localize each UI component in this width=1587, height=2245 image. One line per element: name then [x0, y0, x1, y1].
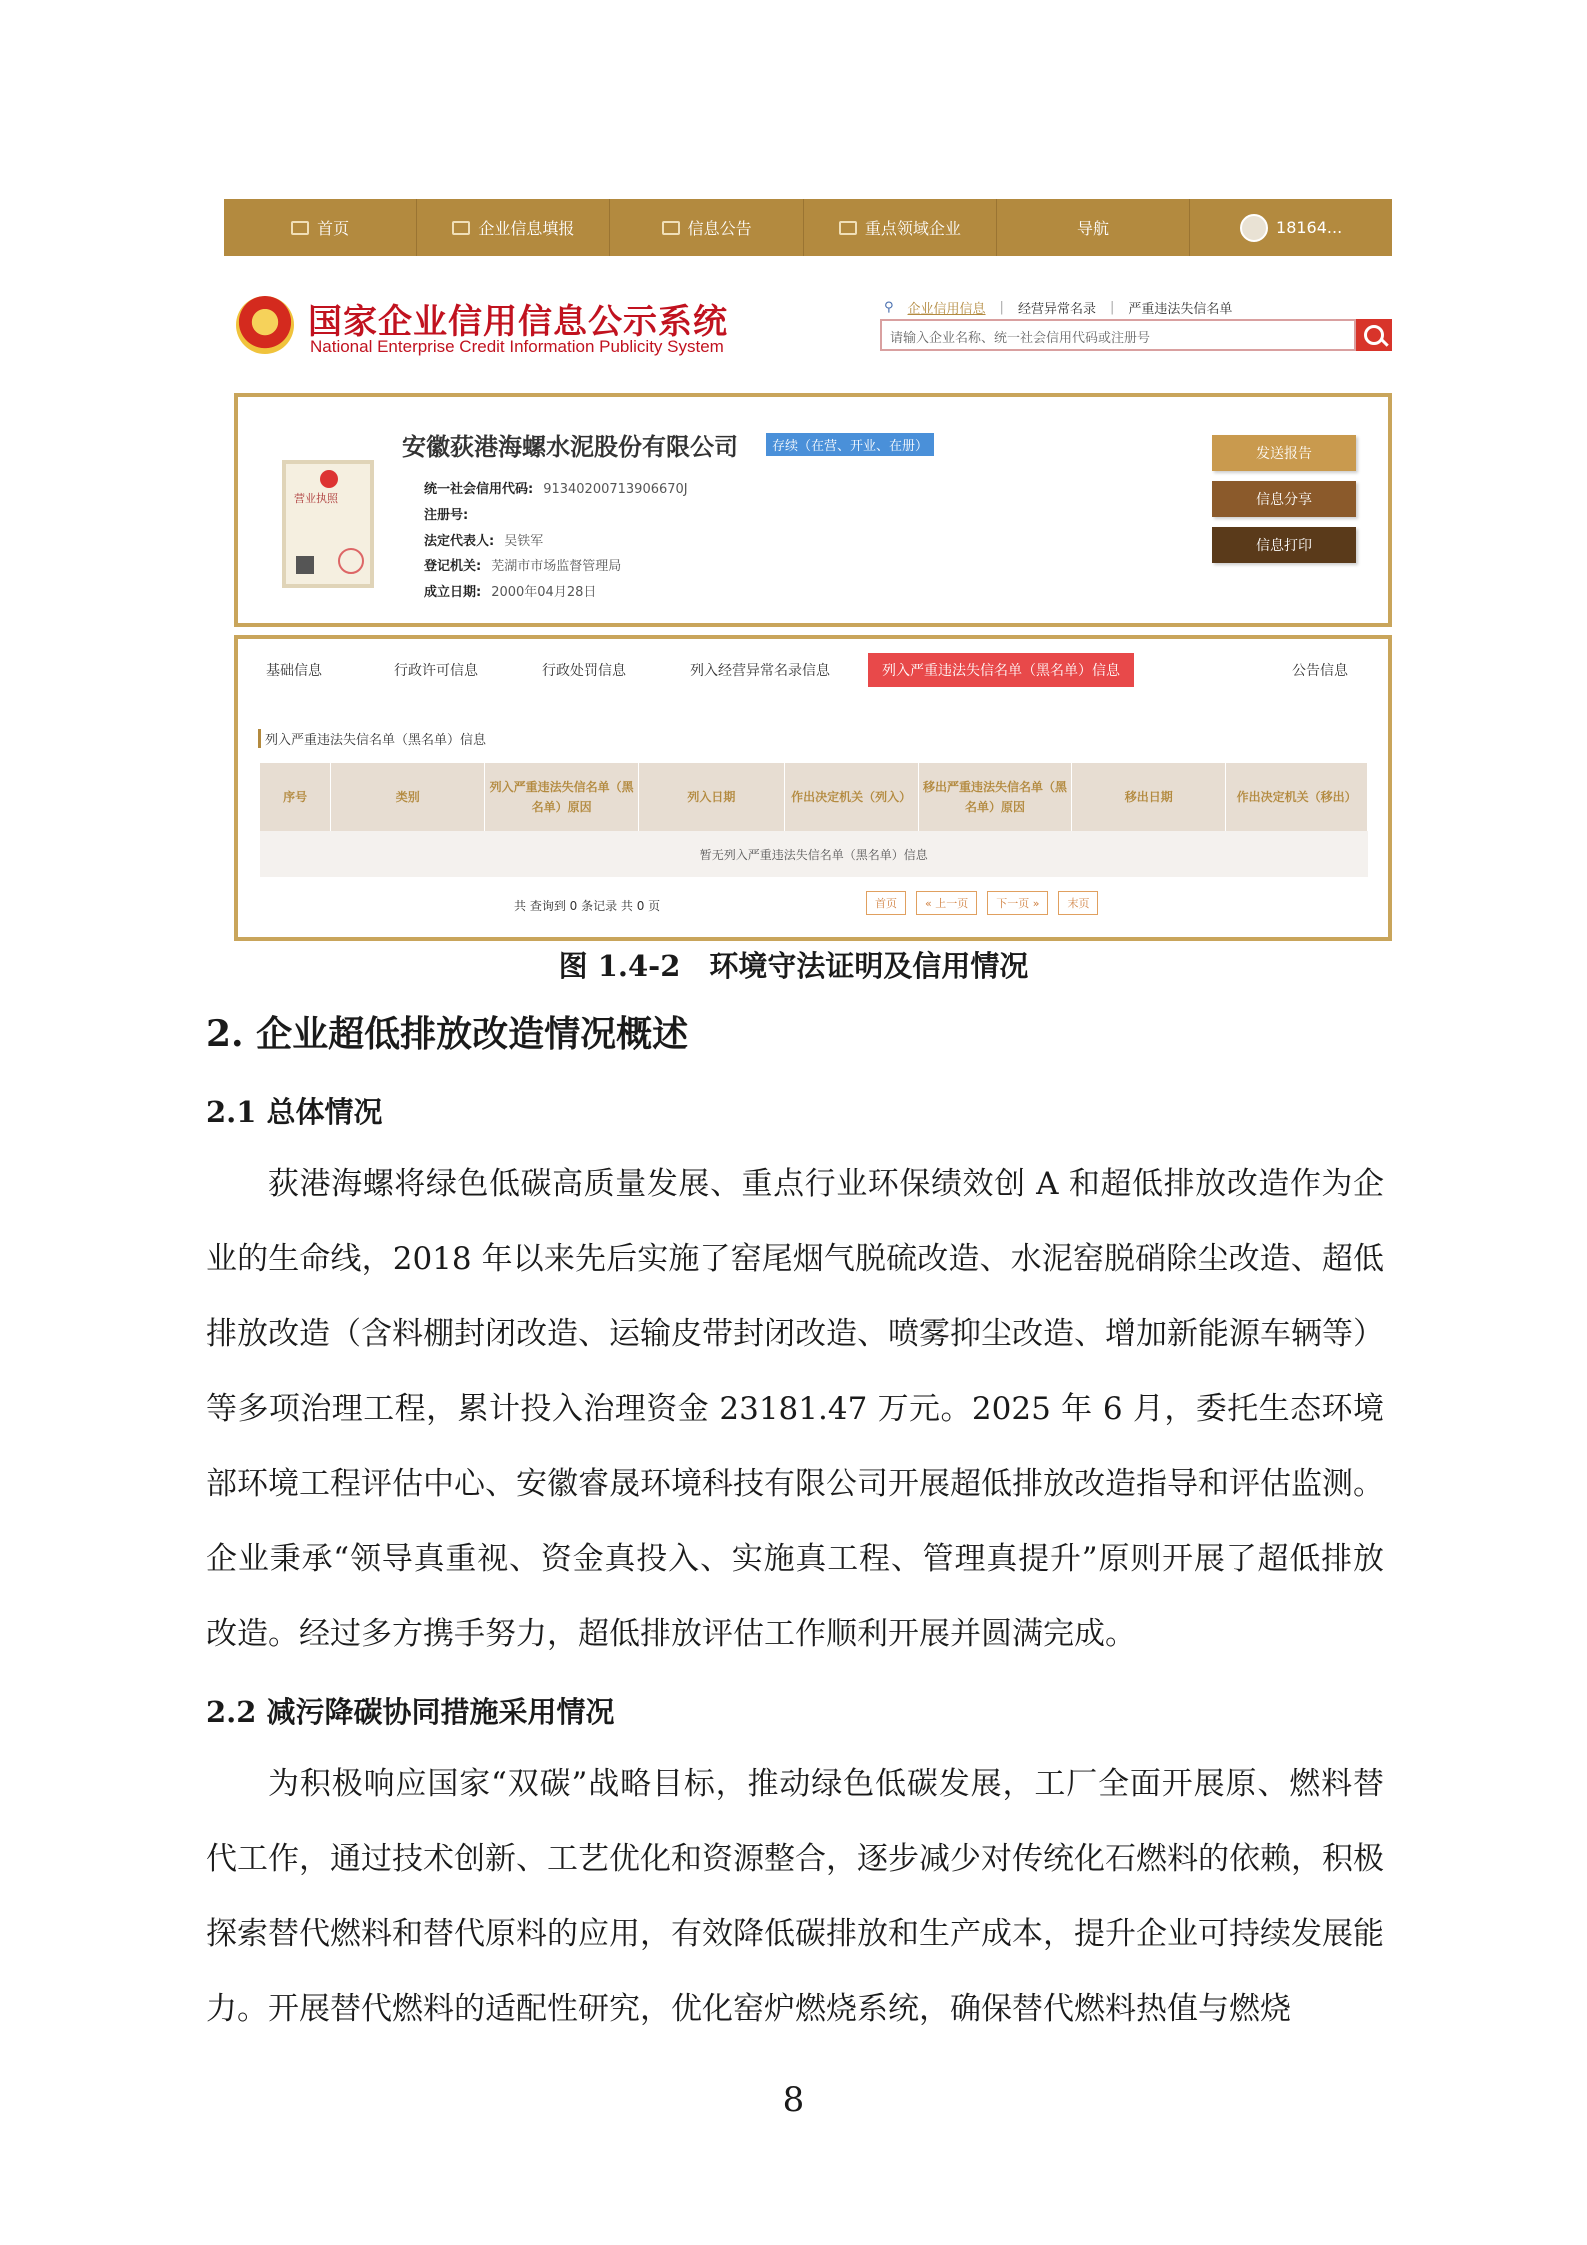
- tab-penalty[interactable]: 行政处罚信息: [542, 663, 626, 679]
- last-page-button[interactable]: 末页: [1058, 891, 1098, 915]
- avatar-icon: [1240, 214, 1268, 242]
- qr-code-icon: [296, 556, 314, 574]
- record-count: 共 查询到 0 条记录 共 0 页: [514, 899, 661, 913]
- nav-home[interactable]: 首页: [224, 199, 417, 256]
- company-name: 安徽荻港海螺水泥股份有限公司: [402, 433, 738, 461]
- col-header: 移出严重违法失信名单（黑名单）原因: [918, 763, 1072, 831]
- speaker-icon: [839, 221, 857, 235]
- pagination: [866, 891, 1098, 915]
- site-subtitle: National Enterprise Credit Information Publicity System: [310, 337, 724, 356]
- section-title: 列入严重违法失信名单（黑名单）信息: [258, 729, 486, 748]
- search-icon: ⚲: [884, 300, 894, 315]
- site-title: 国家企业信用信息公示系统: [308, 302, 728, 342]
- nav-guide[interactable]: 导航: [997, 199, 1190, 256]
- founded-row: 成立日期: 2000年04月28日: [424, 585, 597, 600]
- subsection-heading: 2.1 总体情况: [206, 1095, 383, 1129]
- table-header-row: [260, 763, 1368, 831]
- stamp-icon: [338, 548, 364, 574]
- top-navbar: [224, 199, 1392, 256]
- table-row: [260, 831, 1368, 877]
- search-tabs: [884, 298, 1232, 317]
- document-icon: [662, 221, 680, 235]
- license-label: 营业执照: [294, 492, 338, 505]
- blacklist-table: [260, 763, 1368, 877]
- credit-code-row: 统一社会信用代码: 91340200713906670J: [424, 482, 688, 497]
- search-tab-credit[interactable]: 企业信用信息: [907, 302, 986, 317]
- divider: |: [1109, 300, 1115, 315]
- authority-row: 登记机关: 芜湖市市场监督管理局: [424, 559, 622, 574]
- tab-blacklist[interactable]: 列入严重违法失信名单（黑名单）信息: [868, 653, 1134, 687]
- business-license-image: [282, 460, 374, 588]
- paragraph-measures: 为积极响应国家“双碳”战略目标，推动绿色低碳发展，工厂全面开展原、燃料替代工作，通过技术创新、工艺优化和资源整合，逐步减少对传统化石燃料的依赖，积极探索替代燃料和替代原料的应用，有效降低碳排放和生产成本，提升企业可持续发展能力。开展替代燃料的适配性研究，优化窑炉燃烧系统，确保替代燃料热值与燃烧: [206, 1766, 1384, 2027]
- search-button[interactable]: [1356, 319, 1392, 351]
- first-page-button[interactable]: 首页: [866, 891, 906, 915]
- search-input[interactable]: 请输入企业名称、统一社会信用代码或注册号: [880, 319, 1356, 351]
- col-header: 类别: [331, 763, 485, 831]
- national-emblem-icon: [236, 296, 294, 354]
- section-heading: 2. 企业超低排放改造情况概述: [206, 1013, 689, 1055]
- empty-message: 暂无列入严重违法失信名单（黑名单）信息: [260, 831, 1368, 877]
- send-report-button[interactable]: 发送报告: [1212, 435, 1356, 471]
- nav-report[interactable]: 企业信息填报: [417, 199, 610, 256]
- status-badge: 存续（在营、开业、在册）: [766, 433, 934, 456]
- credit-system-screenshot: [224, 199, 1392, 941]
- nav-key-enterprises[interactable]: 重点领域企业: [804, 199, 997, 256]
- search-tab-blacklist[interactable]: 严重违法失信名单: [1128, 302, 1233, 317]
- tab-bar: [238, 639, 1388, 701]
- nav-notice[interactable]: 信息公告: [610, 199, 803, 256]
- company-card: [234, 393, 1392, 627]
- reg-number-row: 注册号:: [424, 508, 469, 523]
- user-menu[interactable]: 18164...: [1190, 199, 1392, 256]
- seal-icon: [320, 470, 338, 488]
- col-header: 列入日期: [639, 763, 785, 831]
- tab-basic[interactable]: 基础信息: [266, 663, 322, 679]
- next-page-button[interactable]: 下一页 »: [987, 891, 1048, 915]
- subsection-heading: 2.2 减污降碳协同措施采用情况: [206, 1695, 615, 1729]
- divider: |: [999, 300, 1004, 315]
- col-header: 作出决定机关（列入）: [784, 763, 918, 831]
- col-header: 移出日期: [1072, 763, 1226, 831]
- legal-rep-row: 法定代表人: 吴铁军: [424, 534, 544, 549]
- share-button[interactable]: 信息分享: [1212, 481, 1356, 517]
- col-header: 作出决定机关（移出）: [1226, 763, 1368, 831]
- page-number: 8: [782, 2080, 805, 2120]
- prev-page-button[interactable]: « 上一页: [916, 891, 977, 915]
- col-header: 列入严重违法失信名单（黑名单）原因: [485, 763, 639, 831]
- edit-icon: [452, 221, 470, 235]
- figure-caption: 图 1.4-2 环境守法证明及信用情况: [558, 949, 1029, 983]
- print-button[interactable]: 信息打印: [1212, 527, 1356, 563]
- info-tab-panel: [234, 635, 1392, 941]
- paragraph-overview: 荻港海螺将绿色低碳高质量发展、重点行业环保绩效创 A 和超低排放改造作为企业的生命线，2018 年以来先后实施了窑尾烟气脱硫改造、水泥窑脱硝除尘改造、超低排放改造（含料棚封闭改造、运输皮带封闭改造、喷雾抑尘改造、增加新能源车辆等）等多项治理工程，累计投入治理资金 23181.47 万元。2025 年 6 月，委托生态环境部环境工程评估中心、安徽睿晟环境科技有限公司开展超低排放改造指导和评估监测。企业秉承“领导真重视、资金真投入、实施真工程、管理真提升”原则开展了超低排放改造。经过多方携手努力，超低排放评估工作顺利开展并圆满完成。: [206, 1166, 1384, 1652]
- site-header: [224, 256, 1392, 356]
- col-header: 序号: [260, 763, 331, 831]
- tab-abnormal[interactable]: 列入经营异常名录信息: [690, 663, 830, 679]
- tab-license[interactable]: 行政许可信息: [394, 663, 478, 679]
- search-tab-abnormal[interactable]: 经营异常名录: [1017, 302, 1096, 317]
- monitor-icon: [291, 221, 309, 235]
- tab-announcement[interactable]: 公告信息: [1292, 663, 1348, 679]
